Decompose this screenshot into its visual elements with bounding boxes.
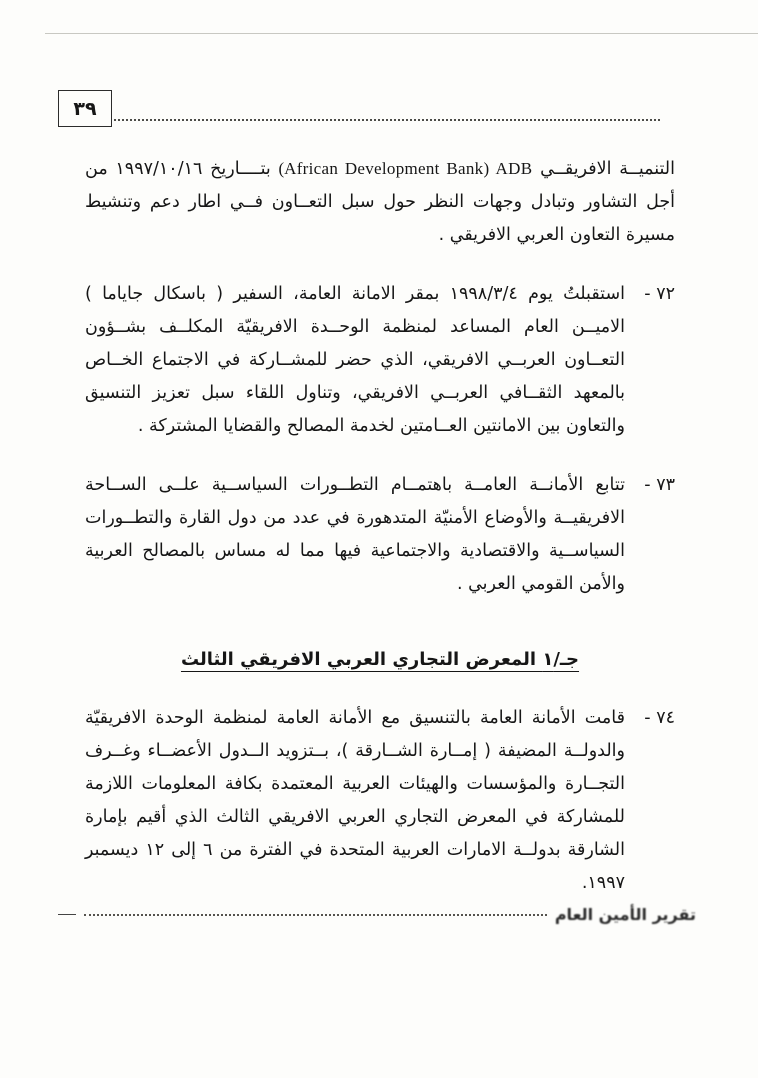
document-body: [85, 152, 675, 900]
page-footer: [58, 905, 696, 924]
paragraph-text: استقبلتُ يوم ١٩٩٨/٣/٤ بمقر الامانة العامة، السفير ( باسكال جاياما ) الاميــن العام المساعد لمنظمة الوحــدة الافريقيّة المكلــف بشــؤون التعــاون العربــي الافريقي، الذي حضر للمشــاركة في الاجتماع الخــاص بالمعهد الثقــافي العربــي الافريقي، وتناول اللقاء سبل تعزيز التنسيق والتعاون بين الامانتين العــامتين لخدمة المصالح والقضايا المشتركة .: [85, 284, 625, 436]
numbered-paragraph-72: [85, 278, 675, 443]
paragraph-number: ٧٢ -: [644, 284, 675, 304]
paragraph-number: ٧٣ -: [644, 475, 675, 495]
section-heading: جـ/١ المعرض التجاري العربي الافريقي الثالث: [180, 649, 580, 670]
page-number-box: [58, 90, 112, 127]
page-number: ٣٩: [73, 97, 97, 120]
numbered-paragraph-74: [85, 702, 675, 900]
header-dotted-rule: [114, 119, 660, 121]
footer-dashed-rule: [84, 914, 547, 916]
paragraph-text: تتابع الأمانــة العامــة باهتمــام التطــورات السياســية علــى الســاحة الافريقيــة والأوضاع الأمنيّة المتدهورة في عدد من دول القارة والتطــورات السياســية والاقتصادية والاجتماعية فيها مما له مساس بالمصالح العربية والأمن القومي العربي .: [85, 475, 625, 594]
scan-artifact-line: [45, 33, 758, 34]
footer-end-dash: [58, 914, 76, 915]
intro-tail-text: بتــــاريخ ١٩٩٧/١٠/١٦ من أجل التشاور وتبادل وجهات النظر حول سبل التعــاون فــي اطار دعم وتنشيط مسيرة التعاون العربي الافريقي .: [85, 159, 675, 245]
page-header: [58, 90, 660, 127]
numbered-paragraph-73: [85, 469, 675, 601]
paragraph-text: قامت الأمانة العامة بالتنسيق مع الأمانة العامة لمنظمة الوحدة الافريقيّة والدولــة المضيفة ( إمــارة الشــارقة )، بــتزويد الــدول الأعضــاء وغــرف التجــارة والمؤسسات والهيئات العربية المعتمدة بكافة المعلومات اللازمة للمشاركة في المعرض التجاري العربي الافريقي الثالث الذي أقيم بإمارة الشارقة بدولــة الامارات العربية المتحدة في الفترة من ٦ إلى ١٢ ديسمبر ١٩٩٧.: [85, 708, 625, 893]
footer-stamp-text: تقرير الأمين العام: [554, 905, 696, 924]
intro-english-text: (African Development Bank) ADB: [278, 159, 533, 178]
intro-lead-text: التنميــة الافريقــي: [540, 159, 675, 179]
intro-paragraph: [85, 152, 675, 252]
paragraph-number: ٧٤ -: [644, 708, 675, 728]
